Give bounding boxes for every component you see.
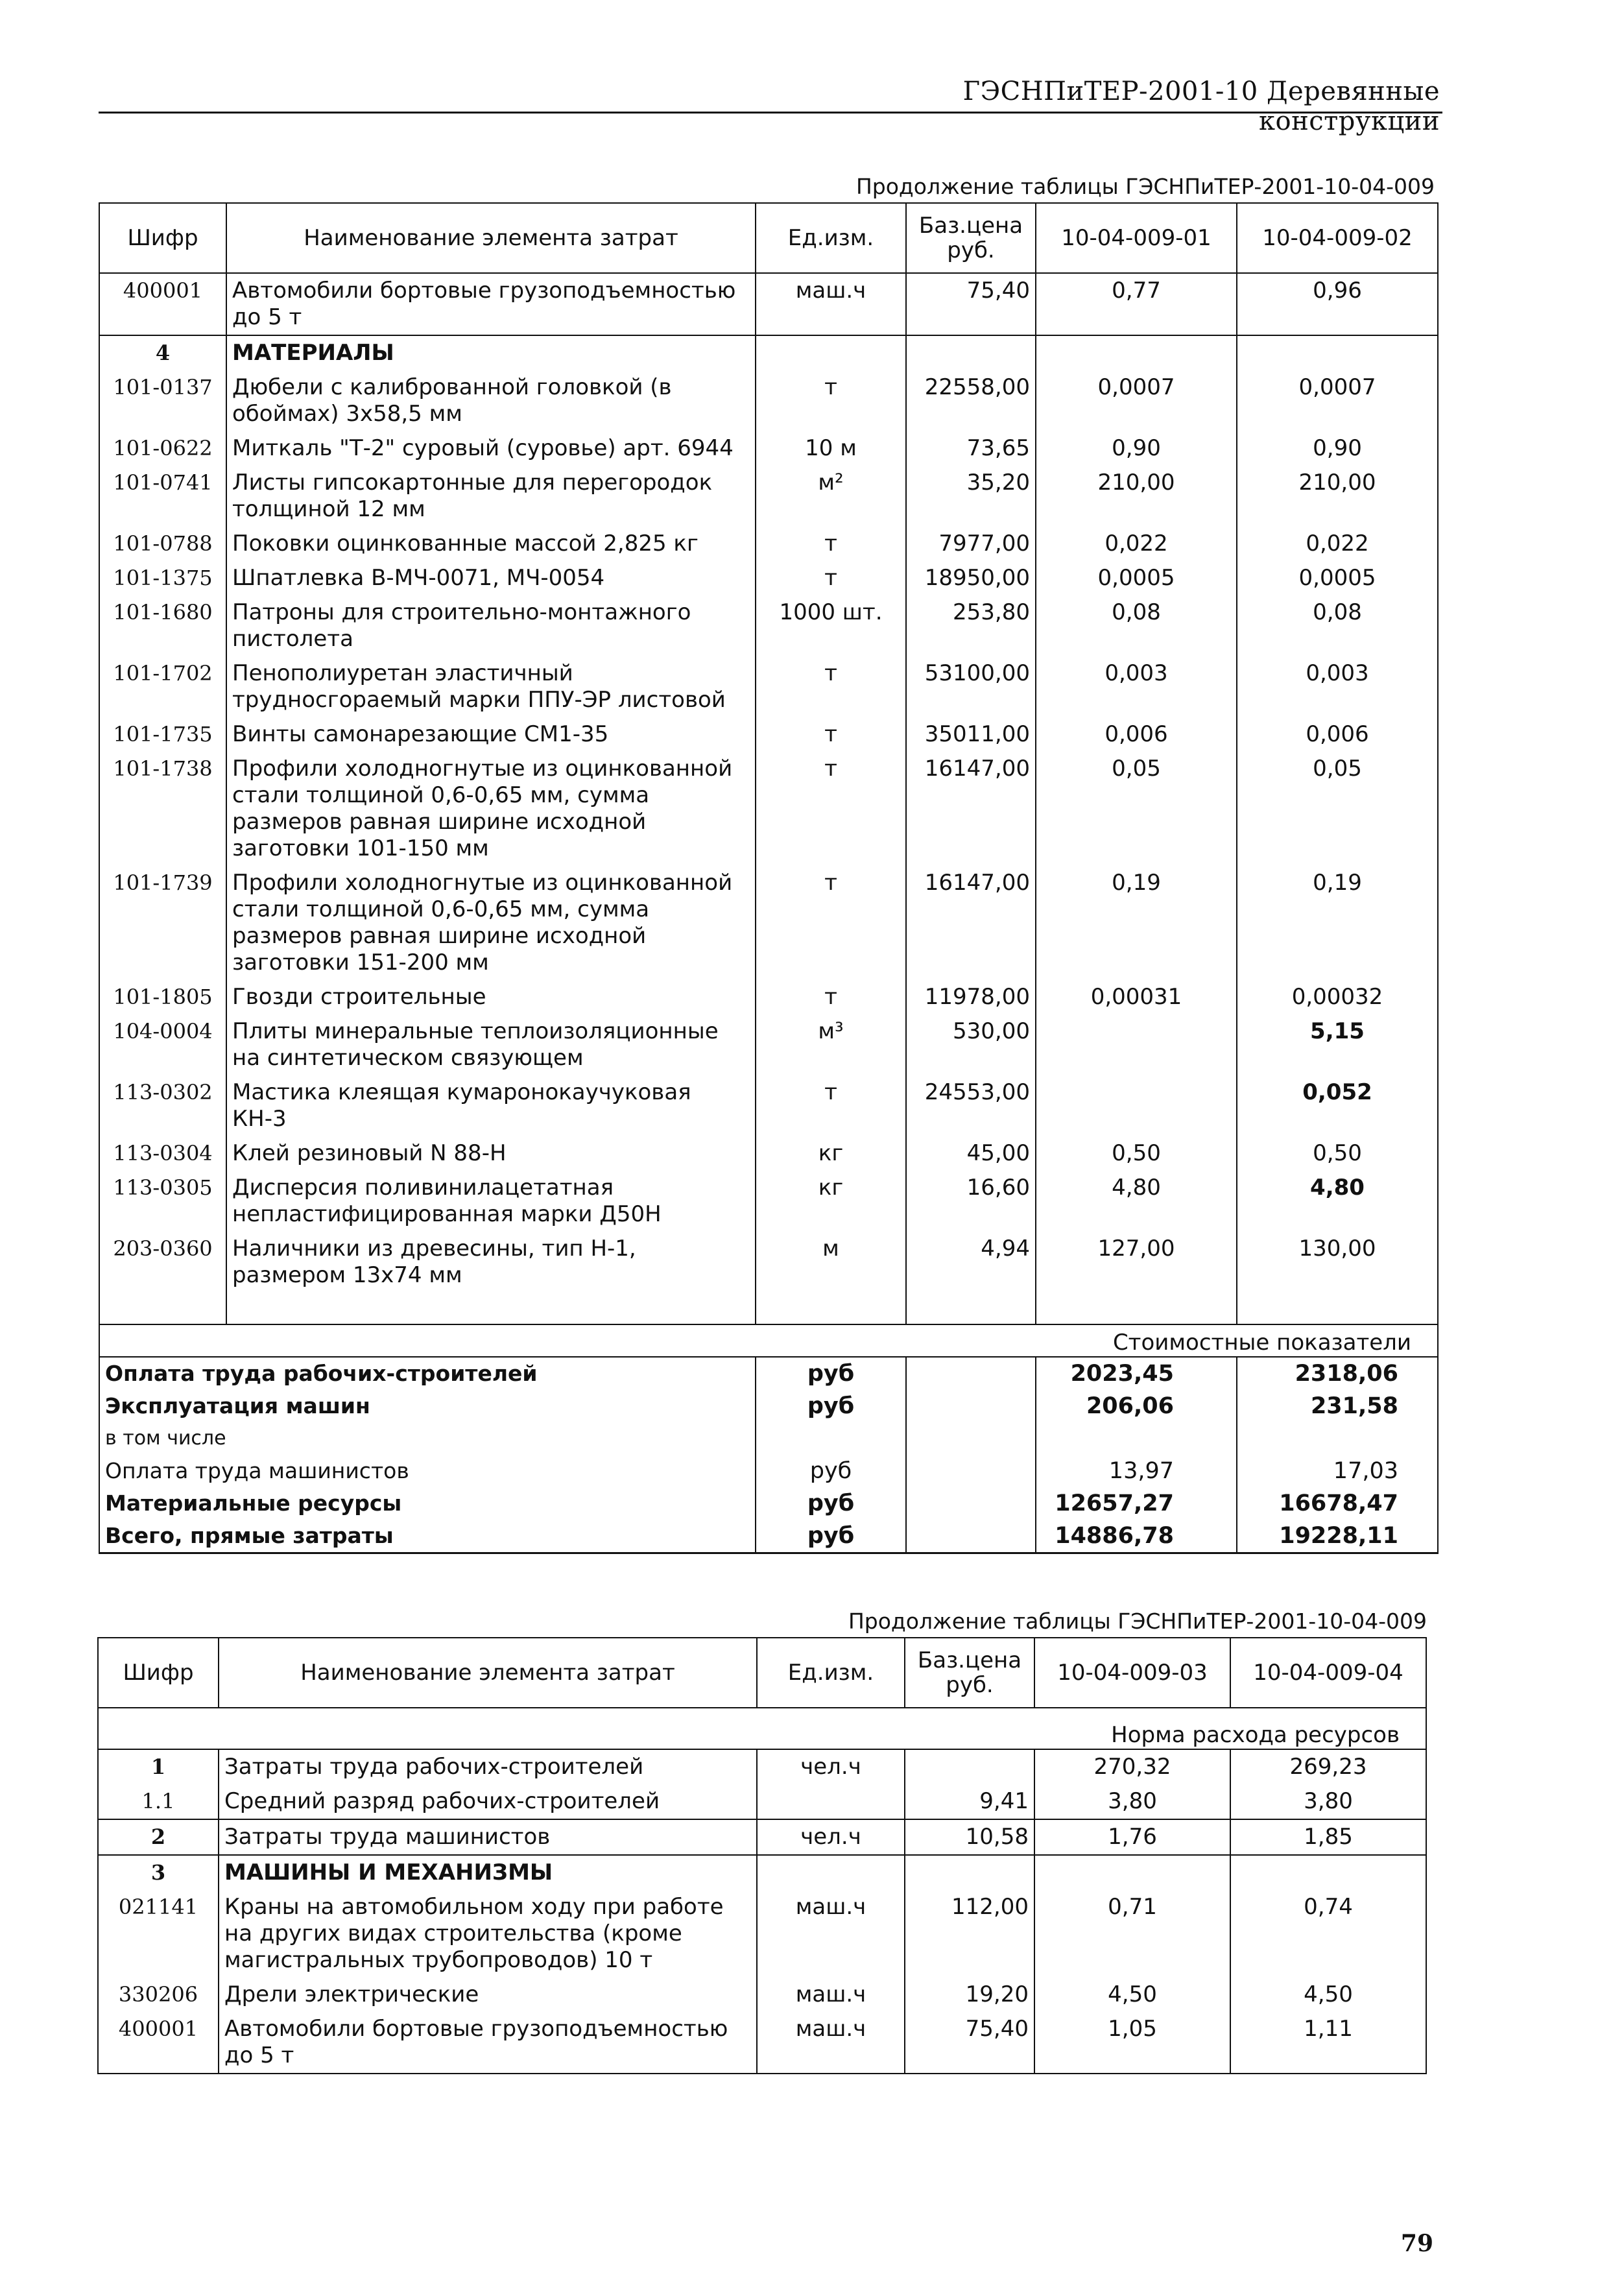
cell-name: Профили холодногнутые из оцинкованной стали толщиной 0,6-0,65 мм, сумма размеров равная ширине исходной заготовки 101-150 мм	[226, 752, 756, 866]
cell-code: 330206	[98, 1978, 219, 2012]
table-row	[99, 370, 1438, 431]
cell-unit: м	[756, 1232, 906, 1293]
table-row	[98, 1819, 1426, 1855]
table-row	[99, 752, 1438, 866]
cell-value-01: 0,00031	[1036, 980, 1237, 1014]
cell-value-01: 0,0007	[1036, 370, 1237, 431]
cell-value-04: 4,50	[1230, 1978, 1426, 2012]
indicator-value-02: 16678,47	[1237, 1487, 1438, 1520]
cell-price: 10,58	[905, 1819, 1034, 1855]
cell-price: 53100,00	[906, 656, 1036, 717]
cell-value-04: 3,80	[1230, 1784, 1426, 1819]
table-row	[99, 866, 1438, 980]
col-header-norm-01: 10-04-009-01	[1036, 203, 1237, 273]
cell-price: 22558,00	[906, 370, 1036, 431]
cell-name: Наличники из древесины, тип Н-1, размером 13х74 мм	[226, 1232, 756, 1293]
col-header-unit: Ед.изм.	[756, 203, 906, 273]
cell-name: Автомобили бортовые грузоподъемностью до 5 т	[226, 273, 756, 335]
cell-name: Мастика клеящая кумаронокаучуковая КН-3	[226, 1075, 756, 1136]
cell-price: 35,20	[906, 466, 1036, 527]
indicator-unit: руб	[756, 1390, 906, 1422]
table2-header-row	[98, 1638, 1426, 1708]
cell-value-01: 0,006	[1036, 717, 1237, 752]
table-row	[99, 717, 1438, 752]
cell-price: 75,40	[905, 2012, 1034, 2074]
cell-value-03: 270,32	[1034, 1749, 1230, 1784]
cell-unit: кг	[756, 1171, 906, 1232]
table-row	[99, 561, 1438, 595]
cell-unit: т	[756, 717, 906, 752]
cell-price: 35011,00	[906, 717, 1036, 752]
indicator-unit: руб	[756, 1455, 906, 1487]
indicator-value-02: 19228,11	[1237, 1520, 1438, 1553]
table-row	[99, 527, 1438, 561]
cell-code: 101-0622	[99, 431, 226, 466]
indicator-row	[99, 1390, 1438, 1422]
cell-code: 113-0305	[99, 1171, 226, 1232]
cell-code: 1.1	[98, 1784, 219, 1819]
table-row	[99, 1232, 1438, 1293]
table-row	[99, 1075, 1438, 1136]
cell-name: Миткаль "Т-2" суровый (суровье) арт. 6944	[226, 431, 756, 466]
cell-price: 16,60	[906, 1171, 1036, 1232]
cell-price: 18950,00	[906, 561, 1036, 595]
col-header-code: Шифр	[98, 1638, 219, 1708]
cell-value-03: 3,80	[1034, 1784, 1230, 1819]
cell-unit: кг	[756, 1136, 906, 1171]
cell-value-02: 210,00	[1237, 466, 1438, 527]
cell-value-02: 0,08	[1237, 595, 1438, 656]
cell-code: 400001	[98, 2012, 219, 2074]
cell-value-02: 0,05	[1237, 752, 1438, 866]
cell-name: Плиты минеральные теплоизоляционные на синтетическом связующем	[226, 1014, 756, 1075]
table-row	[99, 273, 1438, 335]
cell-price: 73,65	[906, 431, 1036, 466]
norm-heading: Норма расхода ресурсов	[98, 1708, 1426, 1749]
cell-code: 101-1739	[99, 866, 226, 980]
cell-unit: маш.ч	[757, 2012, 905, 2074]
norm-heading-row	[98, 1708, 1426, 1749]
table-row	[99, 595, 1438, 656]
section-title: МАТЕРИАЛЫ	[226, 335, 756, 370]
cell-unit: 10 м	[756, 431, 906, 466]
indicator-label: Оплата труда машинистов	[99, 1455, 756, 1487]
table1-header-row	[99, 203, 1438, 273]
cell-value-01: 0,19	[1036, 866, 1237, 980]
cell-unit: т	[756, 527, 906, 561]
cell-code: 113-0304	[99, 1136, 226, 1171]
cell-price: 16147,00	[906, 752, 1036, 866]
cell-unit: чел.ч	[757, 1819, 905, 1855]
indicator-unit: руб	[756, 1520, 906, 1553]
indicator-row	[99, 1487, 1438, 1520]
col-header-unit: Ед.изм.	[757, 1638, 905, 1708]
table-row	[98, 1784, 1426, 1819]
table1-caption: Продолжение таблицы ГЭСНПиТЕР-2001-10-04-009	[855, 174, 1435, 199]
cell-value-03: 0,71	[1034, 1890, 1230, 1978]
cell-value-01: 0,77	[1036, 273, 1237, 335]
cell-name: Патроны для строительно-монтажного пистолета	[226, 595, 756, 656]
cost-heading-row	[99, 1324, 1438, 1357]
header-rule	[99, 112, 1442, 114]
cell-unit: т	[756, 866, 906, 980]
indicator-row	[99, 1455, 1438, 1487]
cell-value-03: 4,50	[1034, 1978, 1230, 2012]
indicator-label: Эксплуатация машин	[99, 1390, 756, 1422]
cell-code: 101-1735	[99, 717, 226, 752]
cell-code: 101-0741	[99, 466, 226, 527]
cell-price: 45,00	[906, 1136, 1036, 1171]
cell-value-03: 1,05	[1034, 2012, 1230, 2074]
cell-price: 112,00	[905, 1890, 1034, 1978]
table-row	[99, 980, 1438, 1014]
cell-unit: м³	[756, 1014, 906, 1075]
cell-name: Затраты труда рабочих-строителей	[219, 1749, 757, 1784]
cell-name: Затраты труда машинистов	[219, 1819, 757, 1855]
cell-name: Средний разряд рабочих-строителей	[219, 1784, 757, 1819]
cell-code: 101-0788	[99, 527, 226, 561]
cell-name: Винты самонарезающие СМ1-35	[226, 717, 756, 752]
page-number: 79	[1400, 2230, 1433, 2257]
cell-value-04: 1,11	[1230, 2012, 1426, 2074]
cell-price: 11978,00	[906, 980, 1036, 1014]
table-row	[99, 1014, 1438, 1075]
cell-value-01	[1036, 1075, 1237, 1136]
indicator-value-01: 206,06	[1036, 1390, 1237, 1422]
indicator-value-01: 13,97	[1036, 1455, 1237, 1487]
cell-code: 1	[98, 1749, 219, 1784]
cell-value-02: 0,0007	[1237, 370, 1438, 431]
cell-unit: м²	[756, 466, 906, 527]
cell-name: Дюбели с калиброванной головкой (в обоймах) 3х58,5 мм	[226, 370, 756, 431]
cell-value-01	[1036, 1014, 1237, 1075]
cell-unit: т	[756, 1075, 906, 1136]
cell-code: 3	[98, 1855, 219, 1890]
cell-value-02: 0,0005	[1237, 561, 1438, 595]
cell-name: Шпатлевка В-МЧ-0071, МЧ-0054	[226, 561, 756, 595]
cell-value-01: 0,90	[1036, 431, 1237, 466]
cell-value-01: 0,003	[1036, 656, 1237, 717]
indicator-value-01: 2023,45	[1036, 1357, 1237, 1390]
indicator-row	[99, 1422, 1438, 1455]
cell-unit: 1000 шт.	[756, 595, 906, 656]
cell-value-02: 5,15	[1237, 1014, 1438, 1075]
cell-price: 7977,00	[906, 527, 1036, 561]
table-row	[98, 1978, 1426, 2012]
col-header-name: Наименование элемента затрат	[226, 203, 756, 273]
cell-value-01: 0,50	[1036, 1136, 1237, 1171]
table-row	[98, 1890, 1426, 1978]
table-row	[98, 2012, 1426, 2074]
indicator-row	[99, 1357, 1438, 1390]
cell-value-02: 130,00	[1237, 1232, 1438, 1293]
table-row	[99, 431, 1438, 466]
cell-name: Клей резиновый N 88-Н	[226, 1136, 756, 1171]
cell-unit: чел.ч	[757, 1749, 905, 1784]
cell-unit: т	[756, 752, 906, 866]
cell-value-04: 0,74	[1230, 1890, 1426, 1978]
indicator-unit: руб	[756, 1357, 906, 1390]
cost-heading: Стоимостные показатели	[99, 1324, 1438, 1357]
cell-name: Поковки оцинкованные массой 2,825 кг	[226, 527, 756, 561]
cell-price: 4,94	[906, 1232, 1036, 1293]
cell-value-04: 269,23	[1230, 1749, 1426, 1784]
table-row	[99, 1171, 1438, 1232]
table2	[97, 1637, 1427, 2074]
cell-name: Гвозди строительные	[226, 980, 756, 1014]
indicator-label: в том числе	[99, 1422, 756, 1455]
cell-value-01: 0,05	[1036, 752, 1237, 866]
cell-code: 101-1680	[99, 595, 226, 656]
col-header-name: Наименование элемента затрат	[219, 1638, 757, 1708]
cell-code: 021141	[98, 1890, 219, 1978]
cell-price: 9,41	[905, 1784, 1034, 1819]
cell-value-02: 0,052	[1237, 1075, 1438, 1136]
cell-value-01: 210,00	[1036, 466, 1237, 527]
cell-value-01: 0,0005	[1036, 561, 1237, 595]
cell-price: 75,40	[906, 273, 1036, 335]
spacer-row	[99, 1293, 1438, 1324]
cell-code: 400001	[99, 273, 226, 335]
cell-value-02: 0,19	[1237, 866, 1438, 980]
section-heading-row	[99, 335, 1438, 370]
col-header-norm-03: 10-04-009-03	[1034, 1638, 1230, 1708]
cell-unit	[757, 1784, 905, 1819]
cell-value-02: 0,022	[1237, 527, 1438, 561]
cell-value-02: 0,50	[1237, 1136, 1438, 1171]
indicator-value-02: 231,58	[1237, 1390, 1438, 1422]
cell-code: 101-1805	[99, 980, 226, 1014]
indicator-unit: руб	[756, 1487, 906, 1520]
section-heading-row	[98, 1855, 1426, 1890]
col-header-norm-04: 10-04-009-04	[1230, 1638, 1426, 1708]
cell-value-01: 0,08	[1036, 595, 1237, 656]
cell-unit: маш.ч	[757, 1890, 905, 1978]
table-row	[99, 466, 1438, 527]
section-title: МАШИНЫ И МЕХАНИЗМЫ	[219, 1855, 757, 1890]
cell-value-01: 0,022	[1036, 527, 1237, 561]
col-header-norm-02: 10-04-009-02	[1237, 203, 1438, 273]
cell-price: 530,00	[906, 1014, 1036, 1075]
cell-name: Дисперсия поливинилацетатная непластифицированная марки Д50Н	[226, 1171, 756, 1232]
cell-name: Листы гипсокартонные для перегородок толщиной 12 мм	[226, 466, 756, 527]
cell-code: 101-1375	[99, 561, 226, 595]
table1	[99, 202, 1439, 1554]
running-title: ГЭСНПиТЕР-2001-10 Деревянные конструкции	[962, 77, 1440, 136]
cell-code: 101-0137	[99, 370, 226, 431]
table-row	[98, 1749, 1426, 1784]
cell-value-01: 4,80	[1036, 1171, 1237, 1232]
cell-code: 101-1702	[99, 656, 226, 717]
indicator-label: Материальные ресурсы	[99, 1487, 756, 1520]
cell-price: 16147,00	[906, 866, 1036, 980]
col-header-price: Баз.цена руб.	[906, 203, 1036, 273]
cell-code: 2	[98, 1819, 219, 1855]
indicator-value-01: 14886,78	[1036, 1520, 1237, 1553]
col-header-price: Баз.цена руб.	[905, 1638, 1034, 1708]
indicator-row	[99, 1520, 1438, 1553]
cell-value-04: 1,85	[1230, 1819, 1426, 1855]
cell-value-02: 4,80	[1237, 1171, 1438, 1232]
indicator-label: Оплата труда рабочих-строителей	[99, 1357, 756, 1390]
cell-name: Автомобили бортовые грузоподъемностью до 5 т	[219, 2012, 757, 2074]
indicator-value-01: 12657,27	[1036, 1487, 1237, 1520]
table-row	[99, 1136, 1438, 1171]
cell-code: 113-0302	[99, 1075, 226, 1136]
col-header-code: Шифр	[99, 203, 226, 273]
cell-price: 253,80	[906, 595, 1036, 656]
table-row	[99, 656, 1438, 717]
cell-unit: маш.ч	[756, 273, 906, 335]
cell-value-03: 1,76	[1034, 1819, 1230, 1855]
cell-value-02: 0,00032	[1237, 980, 1438, 1014]
cell-code: 104-0004	[99, 1014, 226, 1075]
cell-price: 24553,00	[906, 1075, 1036, 1136]
indicator-label: Всего, прямые затраты	[99, 1520, 756, 1553]
table2-caption: Продолжение таблицы ГЭСНПиТЕР-2001-10-04-009	[848, 1609, 1427, 1634]
cell-code: 101-1738	[99, 752, 226, 866]
cell-name: Пенополиуретан эластичный трудносгораемый марки ППУ-ЭР листовой	[226, 656, 756, 717]
cell-name: Профили холодногнутые из оцинкованной стали толщиной 0,6-0,65 мм, сумма размеров равная ширине исходной заготовки 151-200 мм	[226, 866, 756, 980]
cell-value-02: 0,90	[1237, 431, 1438, 466]
cell-value-02: 0,006	[1237, 717, 1438, 752]
cell-unit: маш.ч	[757, 1978, 905, 2012]
cell-unit: т	[756, 370, 906, 431]
cell-value-02: 0,003	[1237, 656, 1438, 717]
cell-code: 4	[99, 335, 226, 370]
cell-unit: т	[756, 656, 906, 717]
cell-price	[905, 1749, 1034, 1784]
cell-code: 203-0360	[99, 1232, 226, 1293]
indicator-value-02: 17,03	[1237, 1455, 1438, 1487]
cell-unit: т	[756, 980, 906, 1014]
indicator-value-02: 2318,06	[1237, 1357, 1438, 1390]
cell-name: Краны на автомобильном ходу при работе на других видах строительства (кроме магистральных трубопроводов) 10 т	[219, 1890, 757, 1978]
cell-unit: т	[756, 561, 906, 595]
cell-value-02: 0,96	[1237, 273, 1438, 335]
cell-price: 19,20	[905, 1978, 1034, 2012]
cell-name: Дрели электрические	[219, 1978, 757, 2012]
cell-value-01: 127,00	[1036, 1232, 1237, 1293]
